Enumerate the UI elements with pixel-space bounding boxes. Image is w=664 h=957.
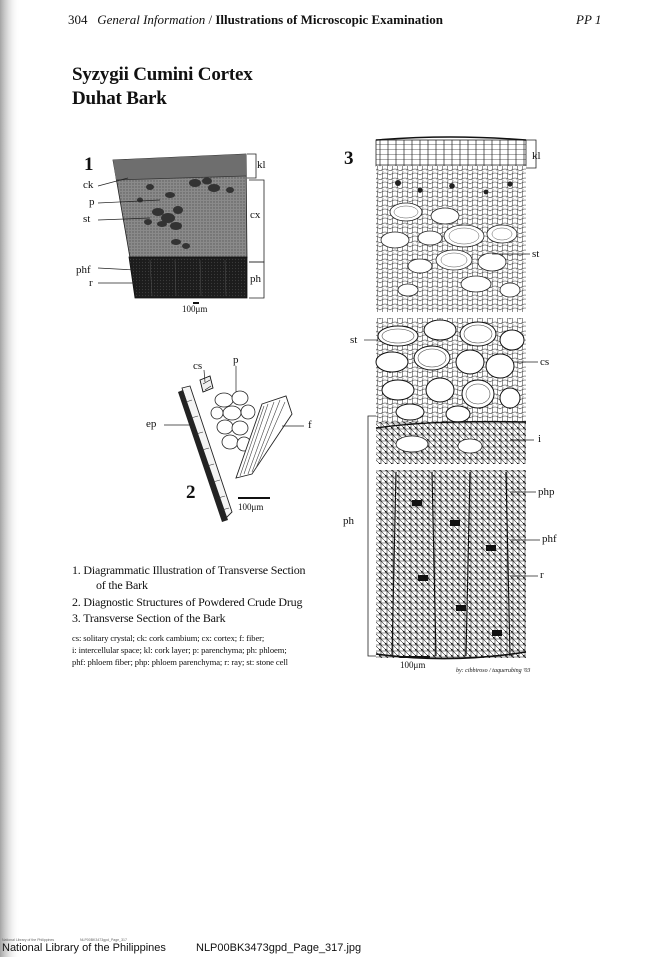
footer-library: National Library of the Philippines: [2, 942, 166, 954]
fig2-label-cs: cs: [193, 360, 203, 372]
caption-1: [72, 563, 305, 578]
fig1-label-r: r: [89, 277, 93, 289]
fig3-label-cs: cs: [540, 356, 550, 368]
fig1-label-st: st: [83, 213, 91, 225]
figure-2-number: 2: [186, 482, 196, 503]
caption-2-num: 2.: [72, 595, 81, 609]
page-number: 304: [68, 12, 88, 27]
legend-line-3: phf: phloem fiber; php: phloem parenchyma; r: ray; st: stone cell: [72, 657, 288, 667]
fig3-label-st-left: st: [350, 334, 358, 346]
fig3-label-kl: kl: [532, 150, 541, 162]
fig1-scale-label: 100μm: [182, 304, 208, 314]
caption-3-text: Transverse Section of the Bark: [83, 611, 226, 625]
header-separator: /: [208, 12, 213, 27]
fig2-label-p: p: [233, 354, 239, 366]
fig1-label-kl: kl: [257, 159, 266, 171]
caption-2: [72, 595, 302, 610]
fig2-scale-label: 100μm: [238, 502, 264, 512]
title-latin: Syzygii Cumini Cortex: [72, 64, 253, 85]
legend-line-2: i: intercellular space; kl: cork layer; p: parenchyma; ph: phloem;: [72, 645, 287, 655]
fig3-label-ph: ph: [343, 515, 354, 527]
fig2-label-ep: ep: [146, 418, 157, 430]
caption-3: [72, 611, 225, 626]
header-section: General Information: [97, 12, 206, 27]
fig3-scale-label: 100μm: [400, 660, 426, 670]
fig3-label-phf: phf: [542, 533, 557, 545]
caption-2-text: Diagnostic Structures of Powdered Crude Drug: [83, 595, 303, 609]
fig1-label-ph: ph: [250, 273, 261, 285]
figure-3-number: 3: [344, 148, 354, 169]
header-chapter: Illustrations of Microscopic Examination: [215, 12, 443, 27]
footer-tiny-right: NLP00BK3473gpd_Page_317: [80, 938, 127, 942]
caption-1-cont: of the Bark: [96, 578, 148, 592]
footer-tiny-left: National Library of the Philippines: [2, 938, 55, 942]
fig1-label-phf: phf: [76, 264, 91, 276]
caption-1-num: 1.: [72, 563, 81, 577]
fig1-label-p: p: [89, 196, 95, 208]
fig3-label-st-top: st: [532, 248, 540, 260]
legend-line-1: cs: solitary crystal; ck: cork cambium; cx: cortex; f: fiber;: [72, 633, 265, 643]
fig2-label-f: f: [308, 419, 312, 431]
title-common: Duhat Bark: [72, 88, 167, 109]
fig3-credit: by: cibbiroso / taquerubing '03: [456, 668, 531, 674]
header-tag: PP 1: [576, 12, 602, 27]
caption-3-num: 3.: [72, 611, 81, 625]
caption-1-text: Diagrammatic Illustration of Transverse Section: [83, 563, 306, 577]
fig1-label-cx: cx: [250, 209, 261, 221]
fig3-label-php: php: [538, 486, 555, 498]
fig3-label-r: r: [540, 569, 544, 581]
fig3-label-i: i: [538, 433, 542, 445]
figure-1-number: 1: [84, 154, 94, 175]
footer-file: NLP00BK3473gpd_Page_317.jpg: [196, 942, 362, 954]
fig1-label-ck: ck: [83, 179, 94, 191]
